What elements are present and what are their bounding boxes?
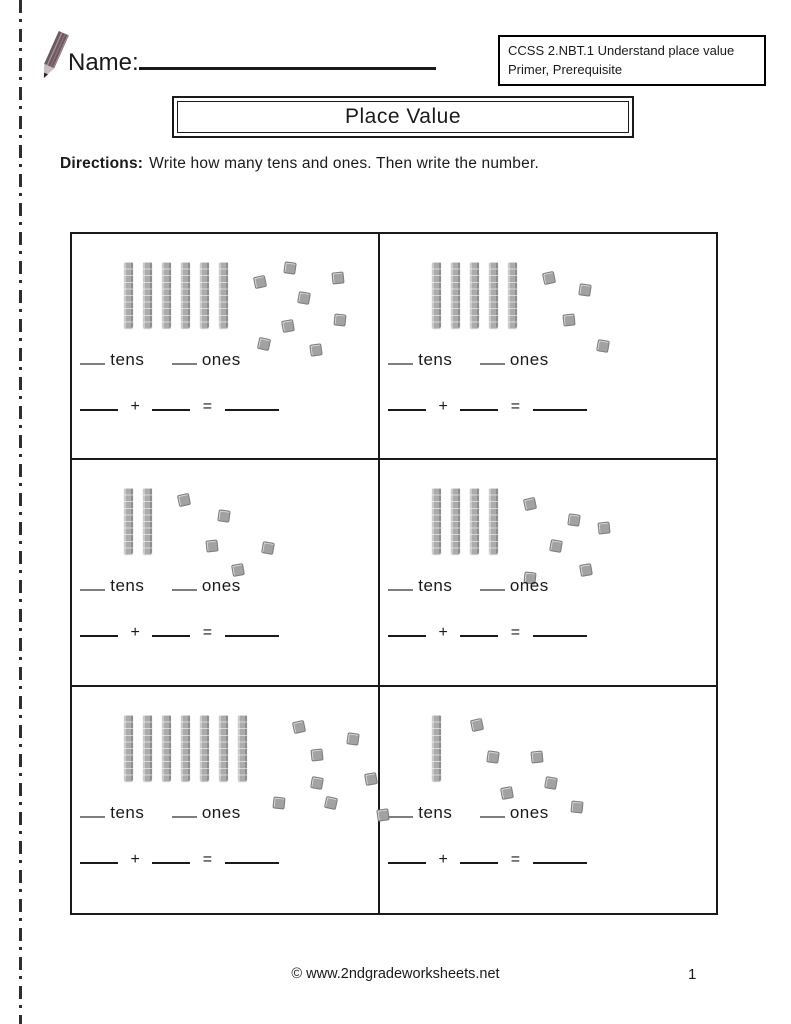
ones-unit-block [217, 510, 231, 524]
ones-unit-block [549, 539, 563, 553]
ones-label: ones [509, 350, 549, 369]
ones-unit-block [523, 497, 537, 511]
tens-rod-block [162, 715, 171, 781]
tens-ones-line [388, 576, 549, 596]
equals-sign: = [202, 624, 213, 642]
tens-rod-block [162, 262, 171, 328]
tens-rod-block [432, 262, 441, 328]
ones-unit-block [331, 271, 344, 284]
tens-rod-block [508, 262, 517, 328]
ones-unit-block [257, 337, 271, 351]
ones-unit-block [562, 313, 575, 326]
tens-ones-line [80, 350, 241, 370]
equation-number-blank [533, 624, 587, 637]
problem-cell [72, 460, 380, 686]
equation-ones-blank [152, 398, 190, 411]
ones-answer-blank [172, 805, 197, 818]
tens-rod-block [489, 262, 498, 328]
equation-line [80, 624, 279, 642]
ones-unit-block [281, 319, 295, 333]
ones-label: ones [201, 802, 241, 822]
tens-rod-block [238, 715, 247, 781]
tens-rod-block [124, 715, 133, 781]
ones-unit-block [310, 776, 324, 790]
tens-rod-block [143, 262, 152, 328]
ones-unit-block [364, 772, 378, 786]
page-number: 1 [688, 966, 697, 983]
directions-label: Directions: [60, 155, 144, 172]
copyright-text: © www.2ndgradeworksheets.net [291, 966, 500, 982]
tens-answer-blank [388, 805, 413, 818]
equals-sign: = [202, 398, 213, 415]
ones-unit-block [470, 718, 484, 732]
problem-cell [380, 460, 716, 686]
equation-line [80, 398, 279, 416]
tens-answer-blank [388, 352, 413, 365]
ones-unit-block [205, 540, 218, 553]
equation-number-blank [533, 851, 587, 864]
ones-unit-block [346, 732, 360, 746]
tens-ones-line [80, 803, 241, 823]
directions [60, 155, 539, 173]
ones-unit-block [231, 563, 245, 577]
name-label: Name: [68, 49, 139, 76]
equals-sign: = [510, 398, 521, 415]
tens-rod-block [489, 488, 498, 554]
ones-unit-block [486, 750, 500, 764]
problem-cell [72, 234, 380, 460]
ones-unit-block [500, 786, 514, 800]
equation-number-blank [225, 398, 279, 411]
tens-answer-blank [80, 352, 105, 365]
ones-label: ones [509, 576, 549, 596]
problems-grid [70, 232, 718, 915]
tens-rod-block [181, 262, 190, 328]
ones-unit-block [597, 522, 610, 535]
tens-rod-block [219, 715, 228, 781]
ones-unit-block [567, 514, 581, 528]
plus-sign: + [438, 624, 448, 642]
plus-sign: + [130, 850, 140, 868]
directions-text: Write how many tens and ones. Then write the number. [149, 155, 539, 172]
tens-rod-block [470, 488, 479, 554]
page-title: Place Value [177, 101, 629, 133]
ones-unit-block [292, 720, 306, 734]
ones-unit-block [283, 261, 297, 275]
tens-label: tens [418, 576, 453, 596]
standard-line-1: CCSS 2.NBT.1 Understand place value [508, 43, 735, 58]
name-row [68, 46, 436, 77]
equals-sign: = [510, 624, 521, 642]
ones-answer-blank [480, 805, 505, 818]
tens-rod-block [200, 262, 209, 328]
tens-answer-blank [80, 805, 105, 818]
ones-unit-block [530, 750, 543, 763]
tens-rod-block [124, 262, 133, 328]
ones-unit-block [310, 748, 323, 761]
ones-answer-blank [172, 352, 197, 365]
equation-ones-blank [460, 398, 498, 411]
equation-tens-blank [388, 624, 426, 637]
equation-line [388, 851, 587, 869]
equation-ones-blank [460, 624, 498, 637]
tens-rod-block [432, 715, 441, 781]
ones-label: ones [201, 576, 241, 596]
standard-box [498, 35, 766, 86]
ones-unit-block [261, 541, 275, 555]
equation-ones-blank [460, 851, 498, 864]
ones-unit-block [297, 291, 311, 305]
equation-tens-blank [80, 851, 118, 864]
equation-number-blank [225, 851, 279, 864]
ones-unit-block [542, 271, 556, 285]
tens-rod-block [200, 715, 209, 781]
ones-unit-block [570, 800, 583, 813]
ones-unit-block [309, 343, 323, 357]
ones-unit-block [544, 776, 558, 790]
tens-rod-block [143, 715, 152, 781]
tens-label: tens [418, 802, 453, 822]
equation-tens-blank [388, 851, 426, 864]
name-blank-line [139, 46, 436, 70]
ones-label: ones [509, 802, 549, 822]
ones-answer-blank [480, 578, 505, 591]
equation-tens-blank [80, 398, 118, 411]
equation-line [80, 851, 279, 869]
tens-rod-block [124, 488, 133, 554]
ones-unit-block [324, 796, 338, 810]
tens-label: tens [110, 802, 145, 822]
ones-unit-block [177, 493, 191, 507]
ones-unit-block [253, 275, 267, 289]
equation-ones-blank [152, 624, 190, 637]
tens-label: tens [110, 576, 145, 596]
ones-unit-block [596, 339, 610, 353]
tens-rod-block [219, 262, 228, 328]
equation-tens-blank [388, 398, 426, 411]
tens-label: tens [418, 350, 453, 369]
equals-sign: = [202, 850, 213, 868]
ones-unit-block [579, 563, 593, 577]
tens-rod-block [451, 262, 460, 328]
title-box [172, 96, 634, 138]
plus-sign: + [438, 398, 448, 415]
tens-answer-blank [80, 578, 105, 591]
equation-ones-blank [152, 851, 190, 864]
tens-rod-block [432, 488, 441, 554]
tens-ones-line [80, 576, 241, 596]
tens-ones-line [388, 350, 549, 370]
problem-cell [380, 234, 716, 460]
problem-cell [72, 687, 380, 913]
ones-answer-blank [172, 578, 197, 591]
tens-rod-block [451, 488, 460, 554]
equation-tens-blank [80, 624, 118, 637]
plus-sign: + [438, 850, 448, 868]
equation-line [388, 624, 587, 642]
tens-label: tens [110, 350, 145, 369]
equals-sign: = [510, 850, 521, 868]
ones-unit-block [333, 313, 346, 326]
ones-unit-block [578, 283, 592, 297]
tens-rod-block [143, 488, 152, 554]
plus-sign: + [130, 398, 140, 415]
equation-number-blank [225, 624, 279, 637]
problem-cell [380, 687, 716, 913]
ones-label: ones [201, 350, 241, 369]
notebook-edge-dash-dot-line [19, 0, 22, 1024]
ones-unit-block [272, 796, 285, 809]
tens-rod-block [470, 262, 479, 328]
tens-rod-block [181, 715, 190, 781]
ones-answer-blank [480, 352, 505, 365]
tens-answer-blank [388, 578, 413, 591]
tens-ones-line [388, 803, 549, 823]
plus-sign: + [130, 624, 140, 642]
equation-line [388, 398, 587, 416]
standard-line-2: Primer, Prerequisite [508, 61, 623, 77]
equation-number-blank [533, 398, 587, 411]
